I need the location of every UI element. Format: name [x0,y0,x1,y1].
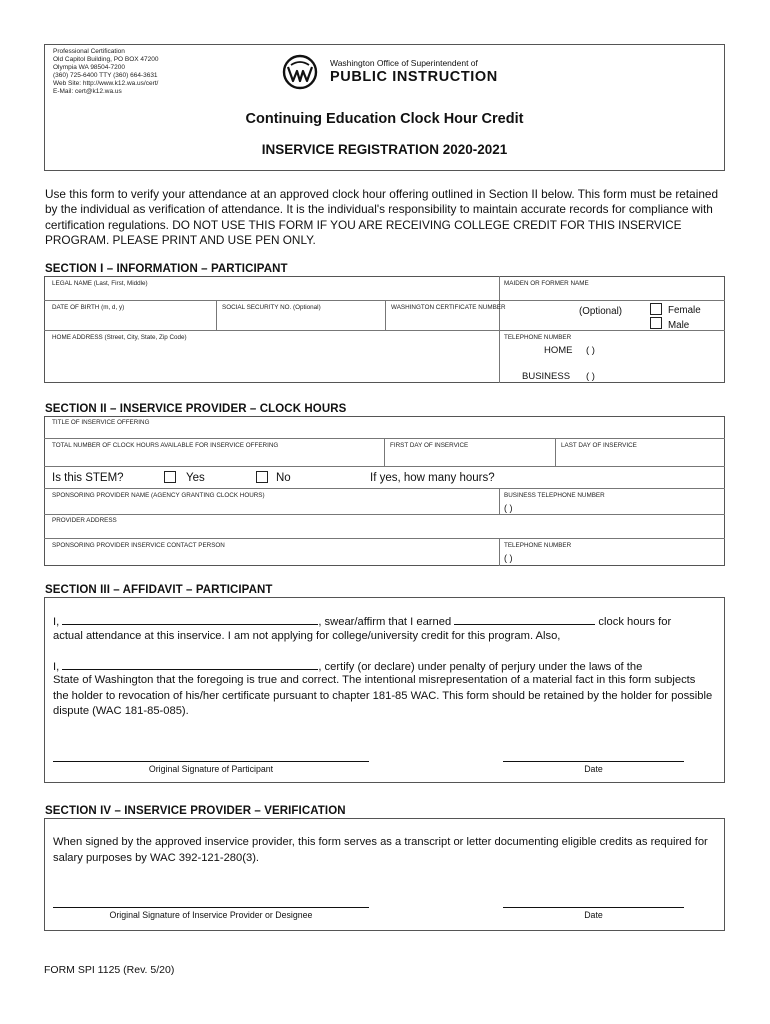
declaration-line1: I, , certify (or declare) under penalty of perjury under the laws of the [53,658,723,676]
provider-signature-line[interactable] [53,907,369,908]
declarant-name-blank[interactable] [62,658,318,670]
optional-label: (Optional) [579,306,623,317]
business-telephone-field[interactable]: ( ) [504,503,513,513]
header-box [44,44,725,171]
legal-name-field[interactable]: LEGAL NAME (Last, First, Middle) [52,280,148,287]
divider [384,438,385,466]
provider-date-line[interactable] [503,907,684,908]
participant-date-label: Date [584,764,603,774]
hours-earned-blank[interactable] [454,613,595,625]
org-subtitle: Washington Office of Superintendent of [330,58,478,68]
divider [385,300,386,330]
provider-address-field[interactable]: PROVIDER ADDRESS [52,517,117,524]
home-phone-field[interactable]: ( ) [586,345,595,356]
divider [44,488,725,489]
section1-title: SECTION I – INFORMATION – PARTICIPANT [45,263,288,275]
form-title: Continuing Education Clock Hour Credit [245,111,524,127]
divider [216,300,217,330]
divider [44,514,725,515]
affidavit-line2: actual attendance at this inservice. I am not applying for college/university credit for this program. Also, [53,630,561,642]
section3-title: SECTION III – AFFIDAVIT – PARTICIPANT [45,584,273,596]
declaration-text: State of Washington that the foregoing is true and correct. The intentional misrepresentation of a material fact in this form subjects the holder to revocation of his/her certificate pursuant to chapter 181-85 WAC. This form should be retained by the holder for possible dispute (WAC 181-85-085). [53,674,713,717]
home-phone-label: HOME [544,345,573,356]
divider [44,538,725,539]
business-phone-label: BUSINESS [522,371,571,382]
stem-yes-checkbox[interactable] [164,471,176,483]
participant-date-line[interactable] [503,761,684,762]
participant-name-blank[interactable] [62,613,318,625]
cert-number-field[interactable]: WASHINGTON CERTIFICATE NUMBER [391,304,506,311]
business-phone-field[interactable]: ( ) [586,371,595,382]
org-name: PUBLIC INSTRUCTION [330,69,498,85]
stem-no-checkbox[interactable] [256,471,268,483]
business-telephone-label: BUSINESS TELEPHONE NUMBER [504,492,605,499]
address-block: Professional Certification Old Capitol Building, PO BOX 47200 Olympia WA 98504-7200 (360) 725-6400 TTY (360) 664-3631 Web Site: http://www.k12.wa.us/cert/ E-Mail: cert@k12.wa.us [53,48,159,95]
divider [499,538,500,566]
affidavit-line1: I, , swear/affirm that I earned clock hours for [53,613,723,631]
stem-hours-label: If yes, how many hours? [370,472,495,484]
stem-no-label: No [276,472,291,484]
total-hours-field[interactable]: TOTAL NUMBER OF CLOCK HOURS AVAILABLE FOR INSERVICE OFFERING [52,442,279,449]
provider-signature-label: Original Signature of Inservice Provider or Designee [109,910,313,920]
stem-question: Is this STEM? [52,472,124,484]
divider [499,488,500,514]
female-checkbox[interactable] [650,303,662,315]
divider [44,466,725,467]
sponsor-name-field[interactable]: SPONSORING PROVIDER NAME (AGENCY GRANTING CLOCK HOURS) [52,492,265,499]
ssn-field[interactable]: SOCIAL SECURITY NO. (Optional) [222,304,321,311]
male-checkbox[interactable] [650,317,662,329]
male-label: Male [668,320,690,331]
divider [499,276,500,383]
last-day-field[interactable]: LAST DAY OF INSERVICE [561,442,637,449]
form-number: FORM SPI 1125 (Rev. 5/20) [44,964,175,976]
intro-text: Use this form to verify your attendance at an approved clock hour offering outlined in Section II below. This form must be retained by the individual as verification of attendance. It is the individual's responsibility to maintain accurate records for compliance with certification regulations. DO NOT USE THIS FORM IF YOU ARE RECEIVING COLLEGE CREDIT FOR THIS INSERVICE PROGRAM. PLEASE PRINT AND USE PEN ONLY. [45,187,719,247]
female-label: Female [668,305,701,316]
contact-telephone-field[interactable]: ( ) [504,553,513,563]
provider-date-label: Date [584,910,603,920]
stem-yes-label: Yes [186,472,205,484]
contact-telephone-label: TELEPHONE NUMBER [504,542,572,549]
ospi-logo-icon [282,54,318,90]
inservice-title-field[interactable]: TITLE OF INSERVICE OFFERING [52,419,150,426]
telephone-label: TELEPHONE NUMBER [504,334,572,341]
section2-title: SECTION II – INSERVICE PROVIDER – CLOCK HOURS [45,403,347,415]
maiden-name-field[interactable]: MAIDEN OR FORMER NAME [504,280,589,287]
participant-signature-line[interactable] [53,761,369,762]
participant-signature-label: Original Signature of Participant [148,764,274,774]
verification-text: When signed by the approved inservice provider, this form serves as a transcript or letter documenting eligible credits as required for salary purposes by WAC 392-121-280(3). [53,836,708,864]
first-day-field[interactable]: FIRST DAY OF INSERVICE [390,442,469,449]
dob-field[interactable]: DATE OF BIRTH (m, d, y) [52,304,125,311]
home-address-field[interactable]: HOME ADDRESS (Street, City, State, Zip Code) [52,334,187,341]
divider [555,438,556,466]
contact-person-field[interactable]: SPONSORING PROVIDER INSERVICE CONTACT PERSON [52,542,225,549]
section4-title: SECTION IV – INSERVICE PROVIDER – VERIFICATION [45,805,346,817]
form-subtitle: INSERVICE REGISTRATION 2020-2021 [261,142,508,157]
divider [44,330,725,331]
